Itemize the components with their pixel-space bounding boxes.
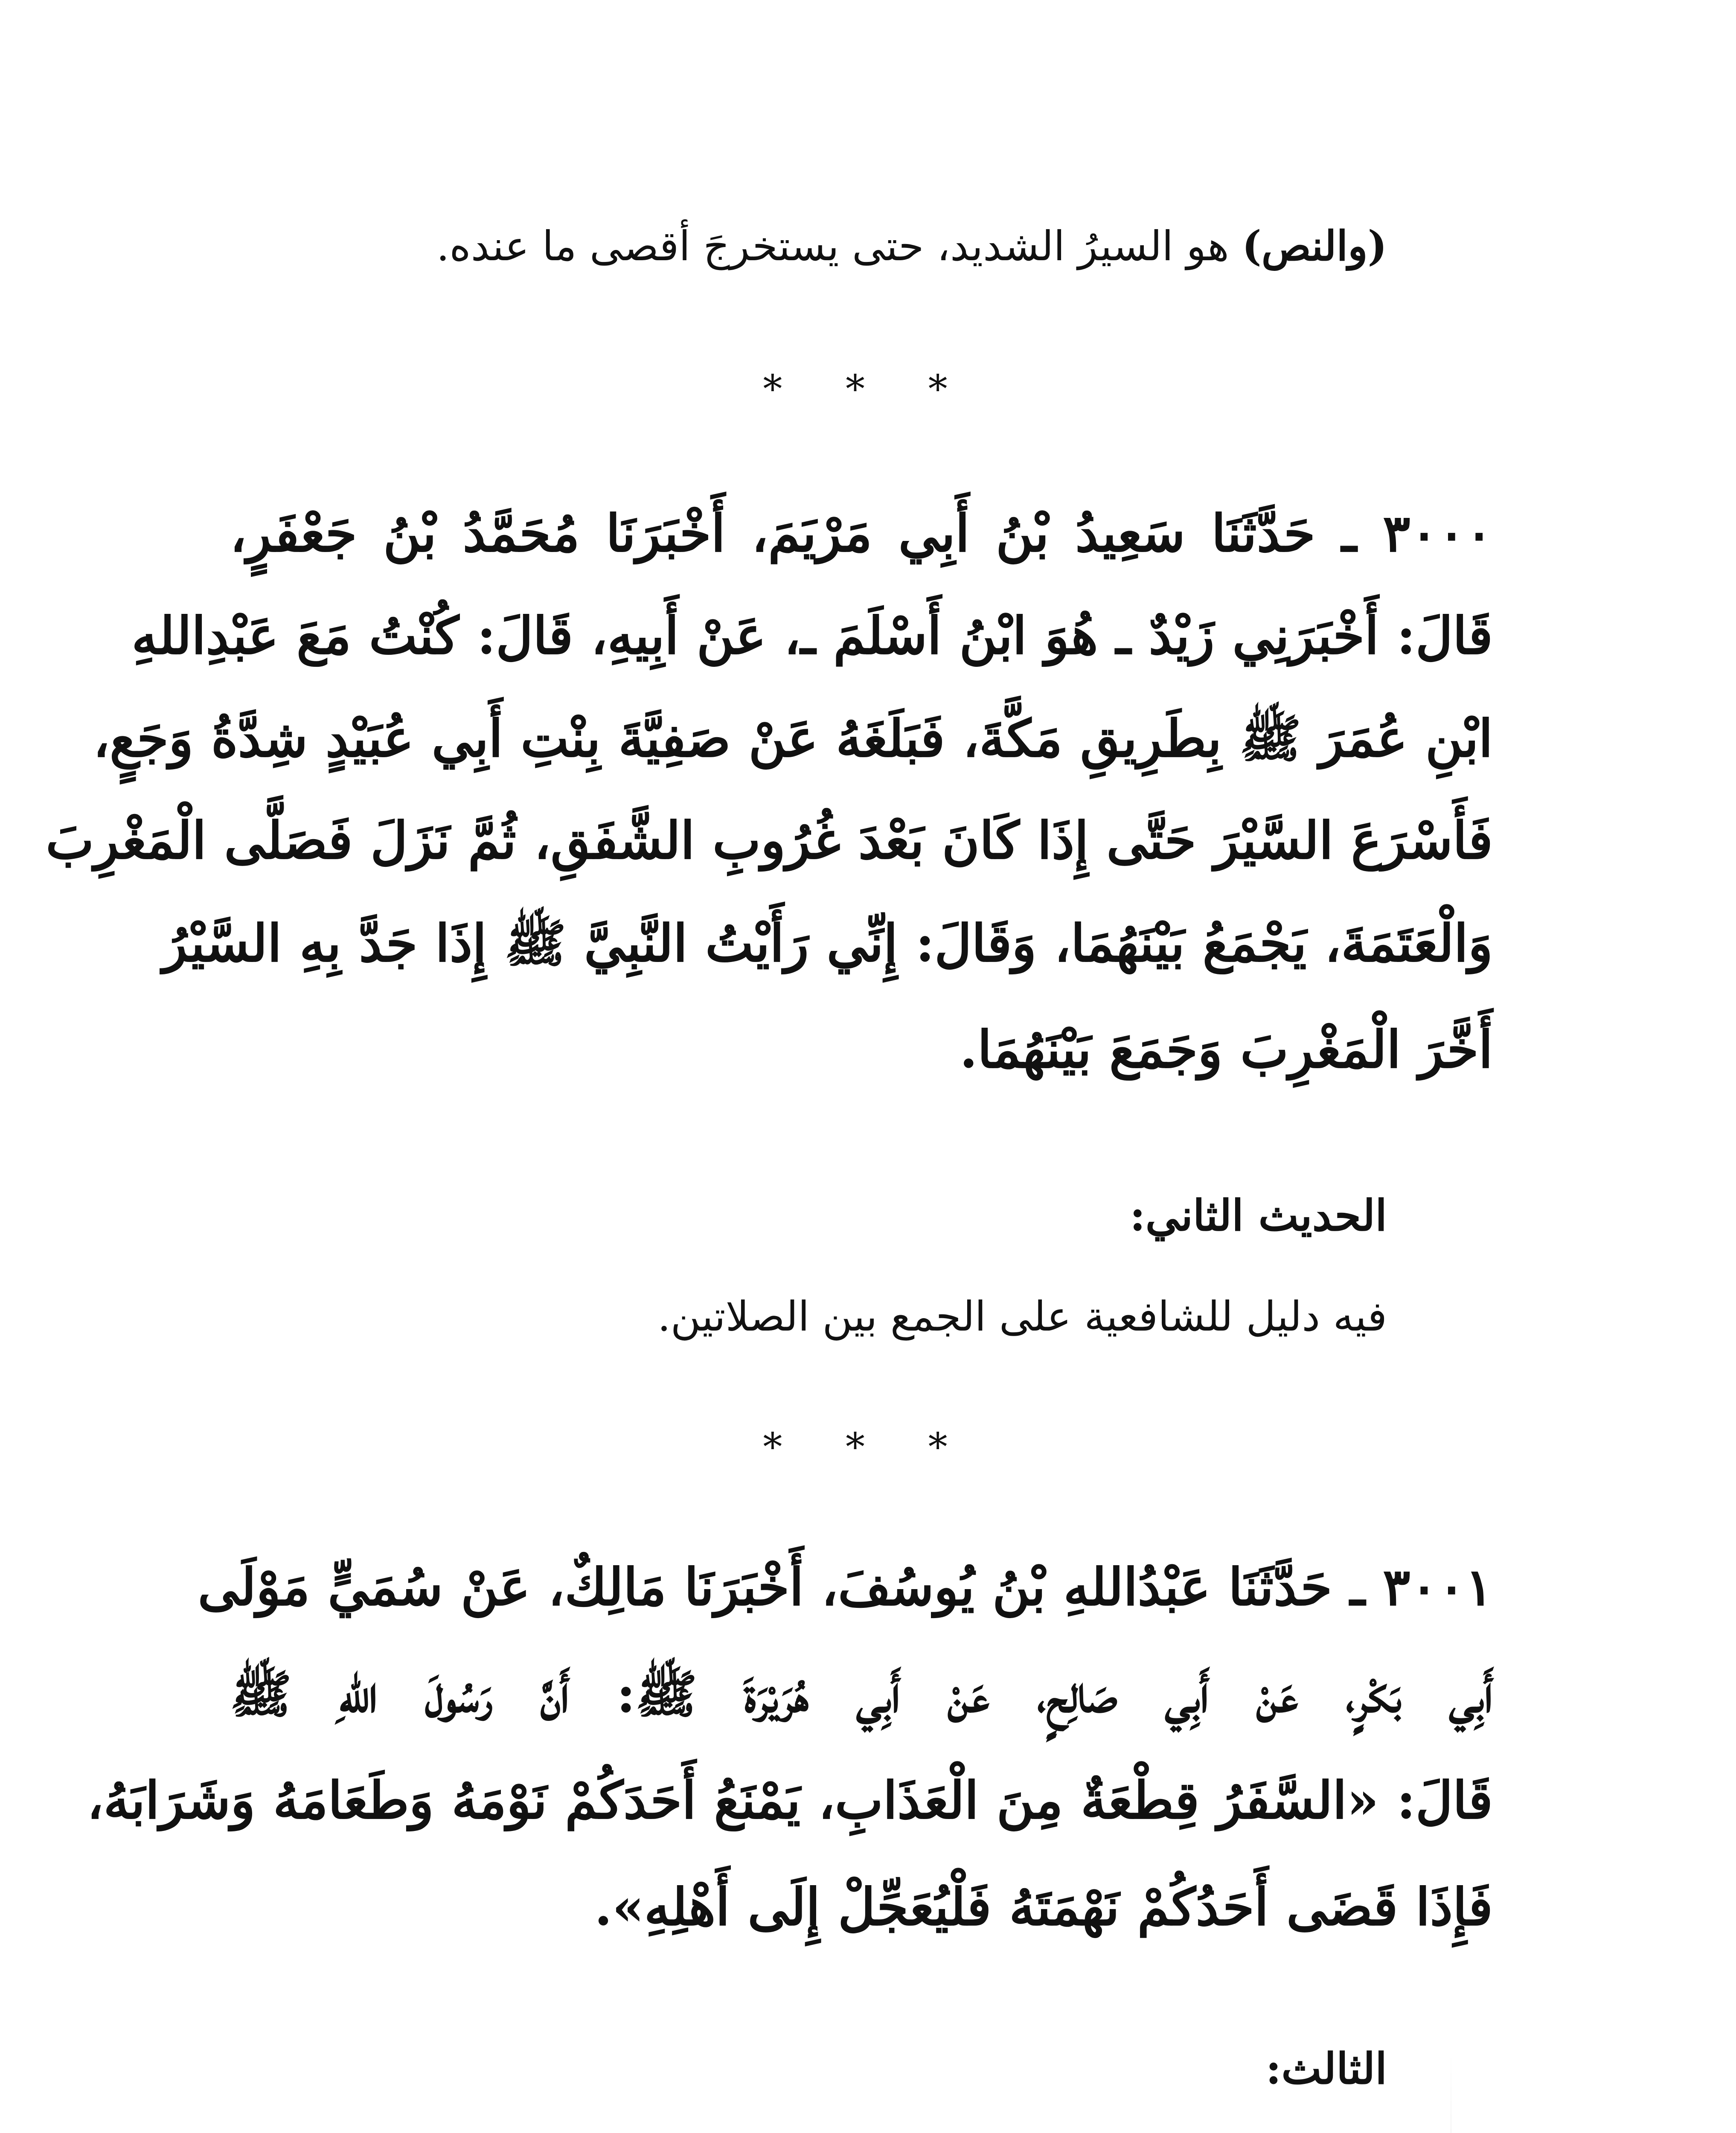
section-2-text: فيه دليل للشافعية على الجمع بين الصلاتين. <box>657 1293 1387 1340</box>
intro-commentary <box>436 222 1387 270</box>
hadith-3000-line-2: قَالَ: أَخْبَرَنِي زَيْدٌ ـ هُوَ ابْنُ أَسْلَمَ ـ، عَنْ أَبِيهِ، قَالَ: كُنْتُ مَعَ عَبْدِاللهِ <box>131 606 1493 666</box>
intro-commentary-label: (والنص) <box>1242 222 1387 270</box>
hadith-3001-line-3: قَالَ: «السَّفَرُ قِطْعَةٌ مِنَ الْعَذَابِ، يَمْنَعُ أَحَدَكُمْ نَوْمَهُ وَطَعَامَهُ وَشَرَابَهُ، <box>87 1770 1493 1831</box>
section-heading-second-hadith: الحديث الثاني: <box>1129 1190 1387 1241</box>
intro-commentary-text: هو السيرُ الشديد، حتى يستخرجَ أقصى ما عنده. <box>436 222 1229 270</box>
hadith-3001-line-2: أَبِي بَكْرٍ، عَنْ أَبِي صَالِحٍ، عَنْ أَبِي هُرَيْرَةَ ﷺ: أَنَّ رَسُولَ اللهِ ﷺ <box>230 1664 1493 1724</box>
hadith-3000-line-3: ابْنِ عُمَرَ ﷺ بِطَرِيقِ مَكَّةَ، فَبَلَغَهُ عَنْ صَفِيَّةَ بِنْتِ أَبِي عُبَيْدٍ شِدَّةُ وَجَعٍ، <box>93 709 1493 769</box>
separator-stars-2: * * * <box>763 1425 973 1470</box>
hadith-3000-line-6: أَخَّرَ الْمَغْرِبَ وَجَمَعَ بَيْنَهُمَا. <box>960 1020 1493 1080</box>
separator-stars-1: * * * <box>763 367 973 412</box>
hadith-3000-line-4: فَأَسْرَعَ السَّيْرَ حَتَّى إِذَا كَانَ بَعْدَ غُرُوبِ الشَّفَقِ، ثُمَّ نَزَلَ فَصَلَّى الْمَغْرِبَ <box>46 811 1493 871</box>
hadith-3001-line-1: ٣٠٠١ ـ حَدَّثَنَا عَبْدُاللهِ بْنُ يُوسُفَ، أَخْبَرَنَا مَالِكٌ، عَنْ سُمَيٍّ مَوْلَى <box>198 1557 1493 1617</box>
hadith-3000-line-5: وَالْعَتَمَةَ، يَجْمَعُ بَيْنَهُمَا، وَقَالَ: إِنِّي رَأَيْتُ النَّبِيَّ ﷺ إِذَا جَدَّ بِهِ السَّيْرُ <box>162 913 1493 974</box>
hadith-3000-line-1: ٣٠٠٠ ـ حَدَّثَنَا سَعِيدُ بْنُ أَبِي مَرْيَمَ، أَخْبَرَنَا مُحَمَّدُ بْنُ جَعْفَرٍ، <box>230 503 1493 564</box>
hadith-3001-line-4: فَإِذَا قَضَى أَحَدُكُمْ نَهْمَتَهُ فَلْيُعَجِّلْ إِلَى أَهْلِهِ». <box>594 1877 1493 1937</box>
section-heading-third: الثالث: <box>1265 2043 1387 2094</box>
